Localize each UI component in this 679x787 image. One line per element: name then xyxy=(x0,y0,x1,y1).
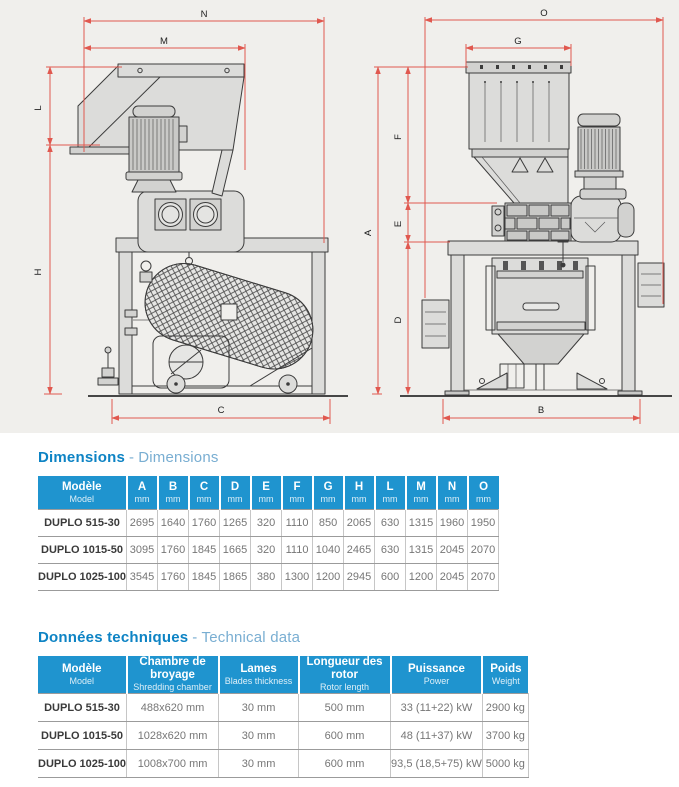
table-row xyxy=(38,694,528,722)
table-cell: 320 xyxy=(251,537,282,564)
header-col-l: L mm xyxy=(375,476,406,510)
dim-label-b: B xyxy=(537,405,545,416)
table-cell: 1028x620 mm xyxy=(127,722,219,750)
title-separator: - xyxy=(192,629,198,646)
dimensions-title-fr: Dimensions xyxy=(38,449,126,466)
header-model-en: Model xyxy=(69,493,95,504)
table-cell: 2045 xyxy=(437,537,468,564)
content xyxy=(0,433,679,778)
table-cell: 1200 xyxy=(406,564,437,591)
hopper-front xyxy=(466,62,571,203)
table-cell: 1960 xyxy=(437,510,468,537)
model-name: DUPLO 1025-100 xyxy=(38,750,127,778)
bag-window xyxy=(221,304,237,320)
dim-label-e: E xyxy=(393,220,404,228)
table-cell: 1110 xyxy=(282,537,313,564)
table-cell: 630 xyxy=(375,510,406,537)
table-cell: 488x620 mm xyxy=(127,694,219,722)
header-rotor-length: Longueur des rotor Rotor length xyxy=(299,656,391,694)
table-cell: 1315 xyxy=(406,537,437,564)
table-cell: 1760 xyxy=(189,510,220,537)
table-row xyxy=(38,537,499,564)
table-cell: 1040 xyxy=(313,537,344,564)
table-cell: 2070 xyxy=(468,537,499,564)
table-cell: 1665 xyxy=(220,537,251,564)
table-header-row xyxy=(38,656,528,694)
header-power: Puissance Power xyxy=(391,656,483,694)
table-header-row xyxy=(38,476,499,510)
table-cell: 30 mm xyxy=(219,750,299,778)
base-table-top xyxy=(448,241,638,255)
header-col-e: E mm xyxy=(251,476,282,510)
feed-chute xyxy=(212,150,233,196)
header-col-o: O mm xyxy=(468,476,499,510)
header-model xyxy=(38,476,127,510)
inner-mill xyxy=(477,258,607,390)
header-col-f: F mm xyxy=(282,476,313,510)
table-row xyxy=(38,750,528,778)
discharge-funnel xyxy=(498,334,584,364)
motor-side xyxy=(126,106,187,192)
dim-label-a: A xyxy=(363,229,374,237)
dimensions-table xyxy=(38,476,499,591)
table-cell: 1950 xyxy=(468,510,499,537)
header-col-c: C mm xyxy=(189,476,220,510)
table-cell: 1300 xyxy=(282,564,313,591)
dim-label-m: M xyxy=(160,36,168,47)
table-cell: 2045 xyxy=(437,564,468,591)
dim-label-c: C xyxy=(217,405,225,416)
table-cell: 2070 xyxy=(468,564,499,591)
table-cell: 600 mm xyxy=(299,750,391,778)
shredding-chamber xyxy=(492,203,571,241)
table-cell: 30 mm xyxy=(219,694,299,722)
header-col-a: A mm xyxy=(127,476,158,510)
header-chamber: Chambre de broyage Shredding chamber xyxy=(127,656,219,694)
header-col-d: D mm xyxy=(220,476,251,510)
table-cell: 1845 xyxy=(189,564,220,591)
table-cell: 380 xyxy=(251,564,282,591)
dim-label-f: F xyxy=(393,134,404,140)
model-name: DUPLO 1015-50 xyxy=(38,722,127,750)
table-cell: 2465 xyxy=(344,537,375,564)
table-cell: 3545 xyxy=(127,564,158,591)
motor-front xyxy=(575,114,626,199)
table-cell: 1845 xyxy=(189,537,220,564)
table-cell: 2945 xyxy=(344,564,375,591)
table-cell: 30 mm xyxy=(219,722,299,750)
dim-label-d: D xyxy=(393,316,404,324)
table-cell: 1760 xyxy=(158,564,189,591)
table-row xyxy=(38,722,528,750)
dimensions-title-en: Dimensions xyxy=(138,449,219,466)
dim-label-h: H xyxy=(33,268,44,276)
table-cell: 600 xyxy=(375,564,406,591)
table-row xyxy=(38,510,499,537)
header-weight: Poids Weight xyxy=(482,656,528,694)
table-cell: 3700 kg xyxy=(482,722,528,750)
table-cell: 1640 xyxy=(158,510,189,537)
table-cell: 1265 xyxy=(220,510,251,537)
header-col-g: G mm xyxy=(313,476,344,510)
table-cell: 1008x700 mm xyxy=(127,750,219,778)
model-name: DUPLO 1025-100 xyxy=(38,564,127,591)
table-cell: 93,5 (18,5+75) kW xyxy=(391,750,483,778)
table-cell: 1760 xyxy=(158,537,189,564)
table-cell: 1110 xyxy=(282,510,313,537)
table-cell: 1315 xyxy=(406,510,437,537)
gearbox xyxy=(571,196,634,242)
table-row xyxy=(38,564,499,591)
table-cell: 600 mm xyxy=(299,722,391,750)
table-cell: 2065 xyxy=(344,510,375,537)
header-col-n: N mm xyxy=(437,476,468,510)
header-model: Modèle Model xyxy=(38,656,127,694)
technical-title-fr: Données techniques xyxy=(38,629,189,646)
granulator-side xyxy=(138,191,244,265)
dim-label-o: O xyxy=(540,8,548,19)
table-cell: 320 xyxy=(251,510,282,537)
header-col-b: B mm xyxy=(158,476,189,510)
table-cell: 2695 xyxy=(127,510,158,537)
technical-section-title xyxy=(38,629,679,647)
model-name: DUPLO 515-30 xyxy=(38,510,127,537)
dim-label-g: G xyxy=(514,36,522,47)
table-cell: 1865 xyxy=(220,564,251,591)
dim-label-l: L xyxy=(33,105,44,111)
technical-data-table xyxy=(38,656,529,778)
table-cell: 5000 kg xyxy=(482,750,528,778)
title-separator: - xyxy=(129,449,135,466)
machine-side-view xyxy=(70,64,348,396)
table-cell: 630 xyxy=(375,537,406,564)
header-col-m: M mm xyxy=(406,476,437,510)
table-cell: 33 (11+22) kW xyxy=(391,694,483,722)
model-name: DUPLO 1015-50 xyxy=(38,537,127,564)
table-cell: 48 (11+37) kW xyxy=(391,722,483,750)
table-cell: 2900 kg xyxy=(482,694,528,722)
table-cell: 1200 xyxy=(313,564,344,591)
technical-title-en: Technical data xyxy=(201,629,301,646)
dimensions-section-title xyxy=(38,449,679,467)
header-col-h: H mm xyxy=(344,476,375,510)
model-name: DUPLO 515-30 xyxy=(38,694,127,722)
machine-front-view xyxy=(400,62,672,396)
table-cell: 850 xyxy=(313,510,344,537)
header-model-fr: Modèle xyxy=(61,480,102,493)
header-blades: Lames Blades thickness xyxy=(219,656,299,694)
table-cell: 3095 xyxy=(127,537,158,564)
dim-label-n: N xyxy=(200,9,208,20)
table-cell: 500 mm xyxy=(299,694,391,722)
